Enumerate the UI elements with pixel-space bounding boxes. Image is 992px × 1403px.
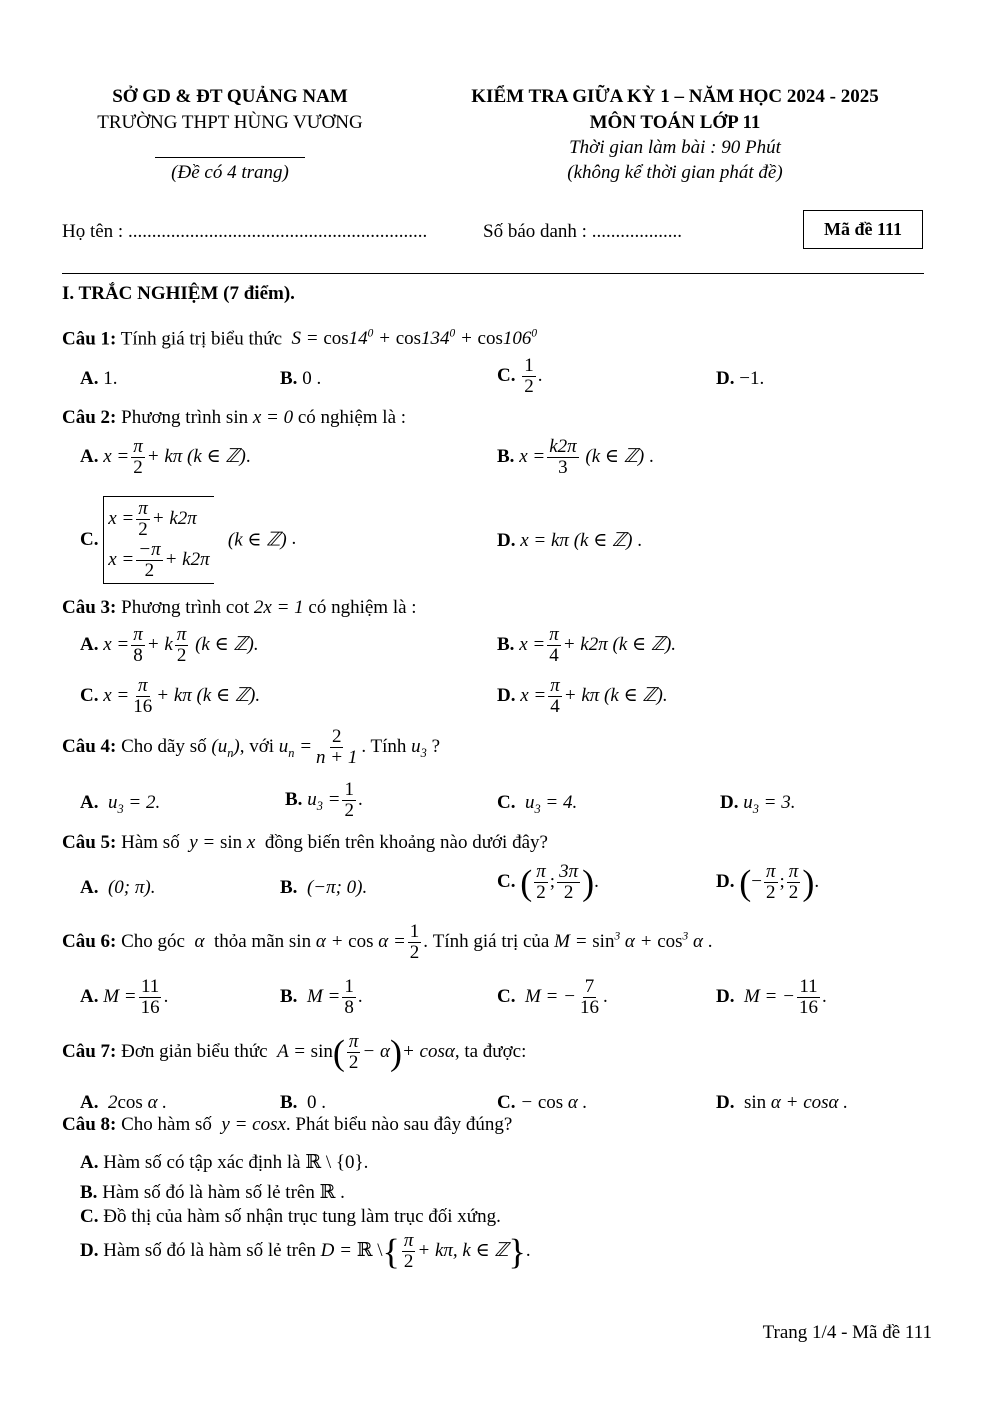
option-text: 0 . [302,368,322,389]
question-3 [62,597,417,619]
option-label: C. [497,792,516,813]
question-6: Câu 6: Cho góc α thỏa mãn sin α + cos α = $\frac{1}{2}$ . Tính giá trị của $M = \sin^3 \alpha + \cos^3 \alpha$ . [62,921,713,963]
option-label: C. [80,1206,99,1227]
question-text: Cho dãy số [121,735,207,757]
question-text: Đơn giản biểu thức [121,1040,268,1062]
option-b[interactable]: B. Hàm số đó là hàm số lẻ trên ℝ . [80,1182,345,1203]
option-label: C. [497,985,516,1007]
option-label: C. [497,364,516,386]
question-text: Phương trình [121,597,222,618]
option-d[interactable]: D. sin α + cosα . [716,1092,849,1113]
option-label: D. [720,792,739,813]
option-b[interactable]: B. (−π; 0). [280,877,368,898]
math-expr: sin x = 0 [225,407,294,428]
question-text: , ta được: [454,1040,527,1062]
question-2 [62,407,406,429]
question-text: thỏa mãn [213,930,285,952]
name-field[interactable]: Họ tên : ............................................................... [62,221,428,242]
page-footer: Trang 1/4 - Mã đề 111 [762,1322,932,1343]
subject: MÔN TOÁN LỚP 11 [589,112,761,133]
option-label: C. [80,528,99,550]
question-text: có nghiệm là : [308,597,417,618]
math-expr: cot 2x = 1 [225,597,304,618]
option-c[interactable]: C. M = − $\frac{7}{16}$ . [497,976,608,1018]
option-label: C. [497,870,516,892]
option-b[interactable]: B. $u_3$ = $\frac{1}{2}$ . [285,779,363,821]
question-text: đồng biến trên khoảng nào dưới đây? [264,832,548,853]
option-label: B. [280,1092,298,1113]
option-label: A. [80,1152,99,1173]
option-a[interactable]: A. 2cos α . [80,1092,168,1113]
option-label: C. [80,684,99,706]
time-note: (không kể thời gian phát đề) [567,162,783,183]
option-label: B. [80,1182,98,1203]
option-b[interactable]: B. x = $\frac{k2\pi}{3}$ (k ∈ ℤ) . [497,436,654,478]
option-d[interactable]: D. (− $\frac{\pi}{2}$ ; $\frac{\pi}{2}$ ). [716,861,820,903]
option-d[interactable]: D. Hàm số đó là hàm số lẻ trên D = ℝ \{ $\frac{\pi}{2}$ + kπ, k ∈ ℤ}. [80,1230,531,1272]
option-label: B. [497,445,515,467]
option-label: B. [280,877,298,898]
option-a[interactable]: A. $u_3 = 2$. [80,792,161,816]
question-text: Phương trình [121,407,222,428]
option-b[interactable]: B. 0 . [280,1092,326,1113]
question-text: Tính giá trị biểu thức [120,328,282,350]
option-c[interactable] [80,1206,501,1228]
option-label: A. [80,792,99,813]
option-a[interactable]: A. x = $\frac{\pi}{8}$ + k $\frac{\pi}{2}$ (k ∈ ℤ). [80,624,259,666]
option-label: D. [80,1239,99,1261]
question-text: . Tính [361,735,407,757]
option-text: −1. [739,368,765,389]
exam-time: Thời gian làm bài : 90 Phút [569,137,781,158]
option-c[interactable]: C. x = $\frac{\pi}{2}$ + k2π x = $\frac{-\pi}{2}$ + k2π (k ∈ ℤ) . [80,496,296,584]
option-text: 1. [103,368,118,389]
question-text: Cho hàm số [121,1114,212,1135]
option-text: Hàm số đó là hàm số lẻ trên [103,1239,316,1261]
option-label: D. [716,870,735,892]
option-a[interactable]: A. (0; π). [80,877,156,898]
question-label: Câu 8: [62,1114,117,1135]
option-c[interactable]: C. ( $\frac{\pi}{2}$ ; $\frac{3\pi}{2}$ ). [497,861,599,903]
option-b[interactable]: B. x = $\frac{\pi}{4}$ + k2π (k ∈ ℤ). [497,624,677,666]
option-label: C. [497,1092,516,1113]
option-d[interactable] [716,368,764,390]
school-name: TRƯỜNG THPT HÙNG VƯƠNG [97,112,363,133]
question-text: . Tính giá trị của [423,930,550,952]
option-label: D. [716,368,735,389]
section-title: I. TRẮC NGHIỆM (7 điểm). [62,283,295,304]
option-d[interactable]: D. $u_3 = 3$. [720,792,796,816]
question-label: Câu 5: [62,832,117,853]
option-label: A. [80,1092,99,1113]
question-8: Câu 8: Cho hàm số y = cosx. Phát biểu nào sau đây đúng? [62,1114,513,1135]
question-1 [62,328,537,350]
option-label: B. [280,368,298,389]
option-text: Hàm số đó là hàm số lẻ trên [102,1182,315,1203]
option-c[interactable]: C. $u_3 = 4$. [497,792,578,816]
option-a[interactable]: A. M = $\frac{11}{16}$ . [80,976,169,1018]
question-5: Câu 5: Hàm số y = sin x đồng biến trên khoảng nào dưới đây? [62,832,548,853]
option-label: A. [80,633,99,655]
option-d[interactable]: D. M = − $\frac{11}{16}$ . [716,976,827,1018]
option-label: A. [80,985,99,1007]
option-label: D. [716,1092,735,1113]
option-c[interactable]: C. x = $\frac{\pi}{16}$ + kπ (k ∈ ℤ). [80,675,261,717]
divider [62,273,924,274]
option-label: A. [80,368,99,389]
option-b[interactable]: B. M = $\frac{1}{8}$ . [280,976,363,1018]
exam-code: Mã đề 111 [823,219,902,239]
option-label: D. [497,684,516,706]
option-a[interactable] [80,368,117,390]
exam-code-box [803,210,923,249]
question-text: Hàm số [121,832,180,853]
option-label: A. [80,445,99,467]
option-d[interactable]: D. x = kπ (k ∈ ℤ) . [497,530,642,551]
question-label: Câu 4: [62,735,117,757]
dept-name: SỞ GD & ĐT QUẢNG NAM [112,86,348,107]
question-4: Câu 4: Cho dãy số $(u_n)$, với $u_n$ = $\frac{2}{n + 1}$ . Tính $u_3$ ? [62,726,441,768]
student-id-field[interactable]: Số báo danh : ................... [483,221,682,242]
question-label: Câu 2: [62,407,117,428]
option-label: D. [497,530,516,551]
option-label: B. [285,788,303,810]
exam-title: KIỂM TRA GIỮA KỲ 1 – NĂM HỌC 2024 - 2025 [471,86,879,107]
question-label: Câu 3: [62,597,117,618]
option-label: A. [80,877,99,898]
option-c[interactable]: C. $\frac{1}{2}$ . [497,355,543,397]
question-label: Câu 7: [62,1040,117,1062]
option-a[interactable]: A. Hàm số có tập xác định là ℝ \ {0}. [80,1152,369,1173]
question-label: Câu 1: [62,328,117,350]
option-b[interactable] [280,368,321,390]
divider [155,157,305,158]
page-count: (Đề có 4 trang) [171,162,289,183]
math-expr: $S = \cos 14^0 + \cos 134^0 + \cos 106^0$ [286,328,538,350]
option-a[interactable]: A. x = $\frac{\pi}{2}$ + kπ (k ∈ ℤ). [80,436,251,478]
question-text: , với [239,735,275,757]
question-text: Cho góc [121,930,185,952]
option-d[interactable]: D. x = $\frac{\pi}{4}$ + kπ (k ∈ ℤ). [497,675,668,717]
option-text: Đồ thị của hàm số nhận trục tung làm trục đối xứng. [103,1206,501,1227]
option-text: Hàm số có tập xác định là [103,1152,301,1173]
question-text: có nghiệm là : [297,407,407,428]
question-7: Câu 7: Đơn giản biểu thức A = sin( $\frac{\pi}{2}$ − α)+ cosα, ta được: [62,1031,527,1073]
question-label: Câu 6: [62,930,117,952]
option-label: B. [280,985,298,1007]
option-label: D. [716,985,735,1007]
option-label: B. [497,633,515,655]
question-text: . Phát biểu nào sau đây đúng? [285,1114,513,1135]
option-c[interactable]: C. − cos α . [497,1092,588,1113]
